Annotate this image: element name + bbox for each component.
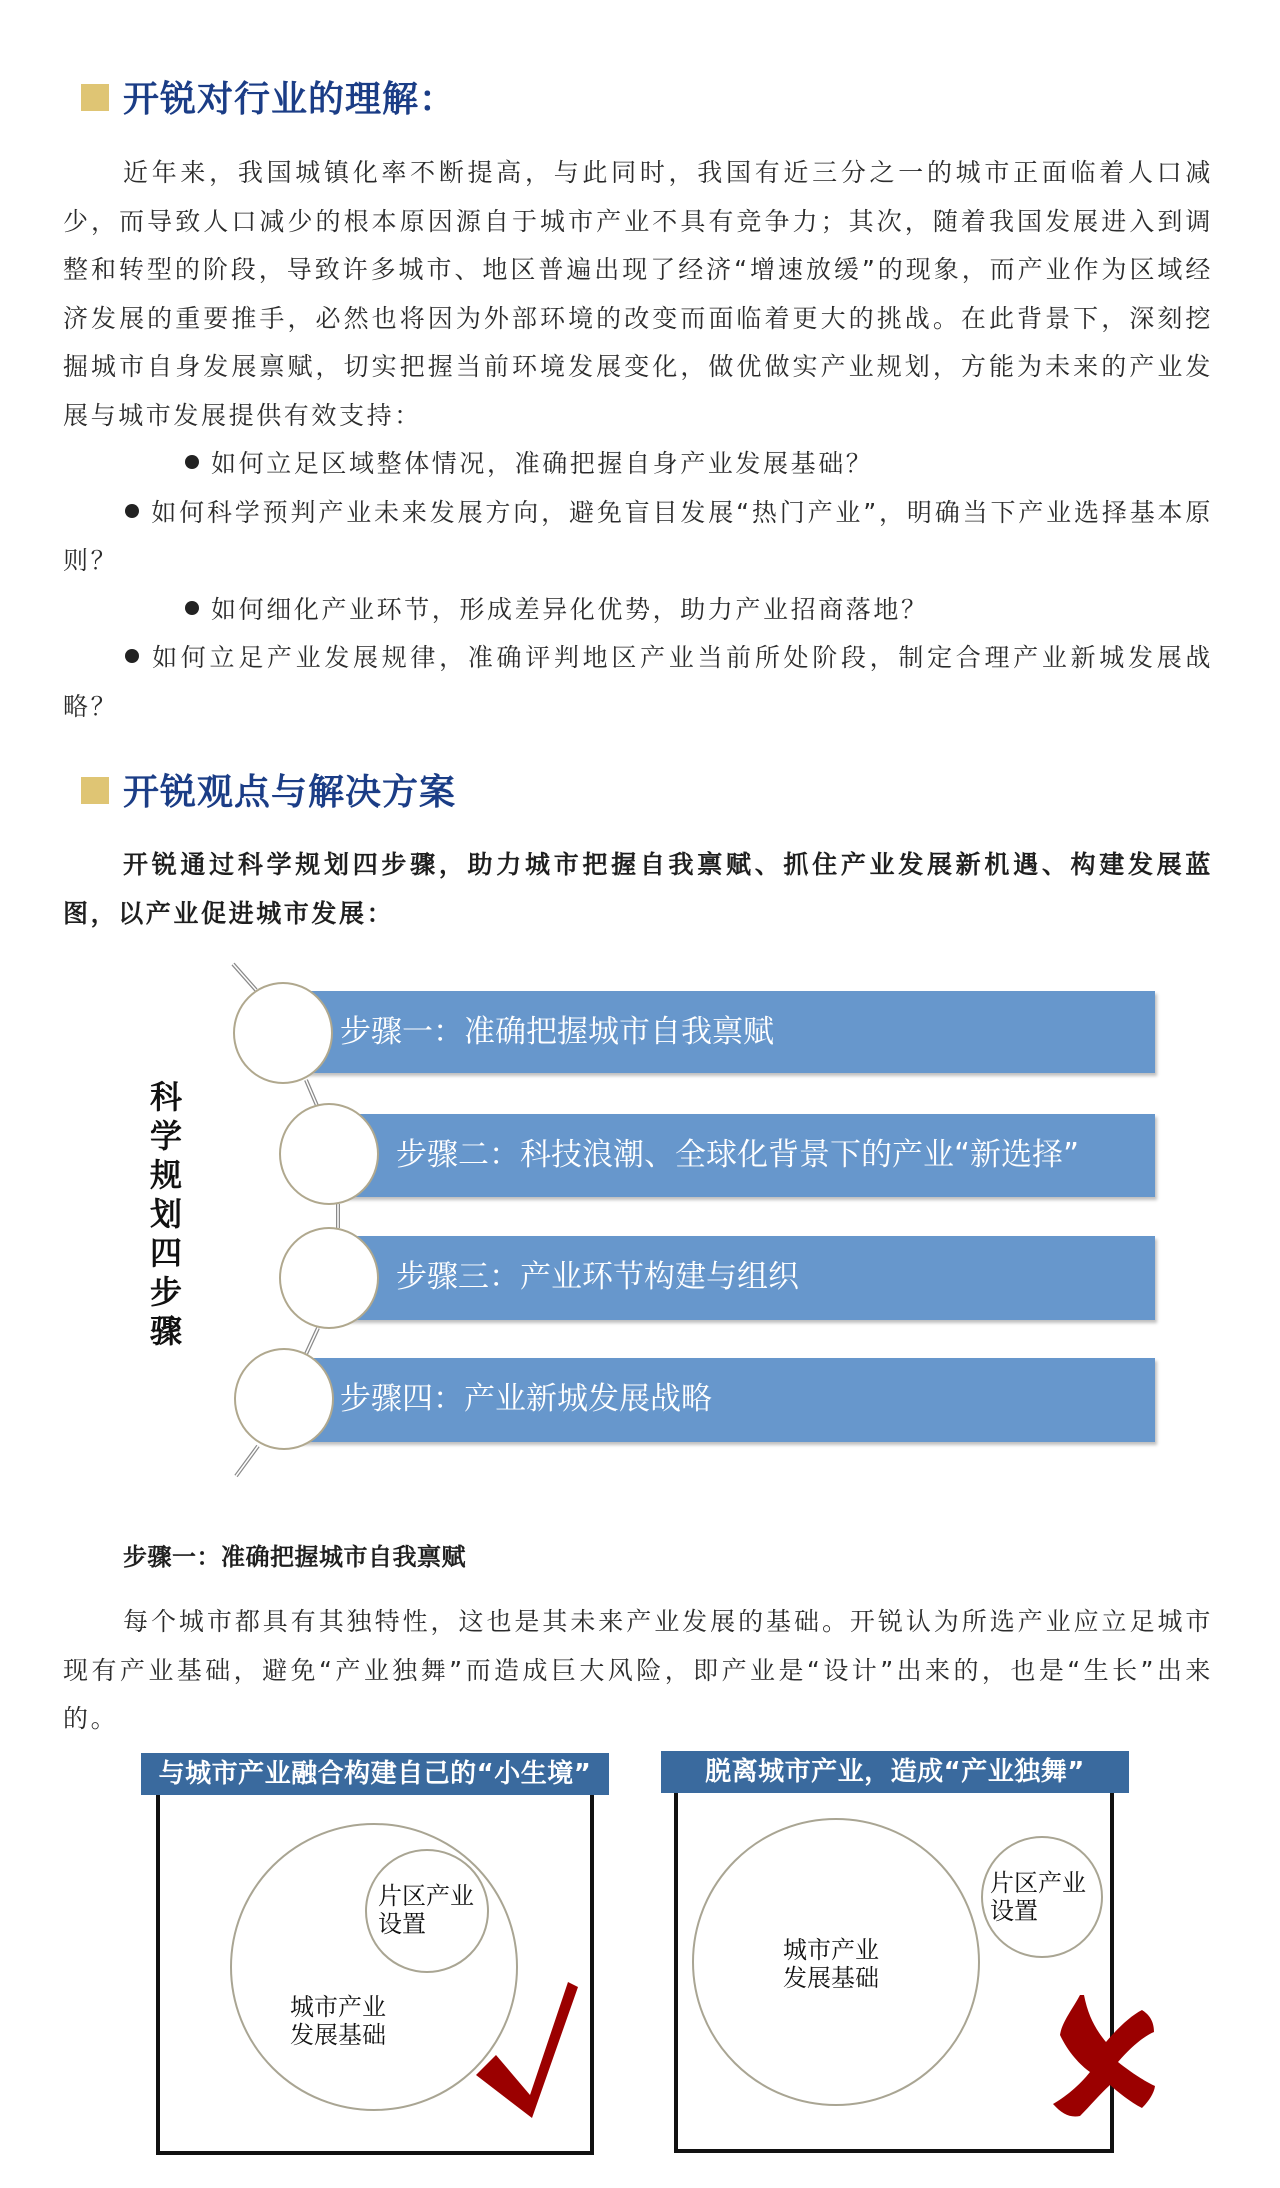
- step-circle-3: [279, 1227, 379, 1329]
- step-bar-3: 步骤三：产业环节构建与组织: [345, 1236, 1155, 1320]
- section-heading-industry-understanding: 开锐对行业的理解：: [123, 79, 457, 120]
- step1-paragraph: 每个城市都具有其独特性，这也是其未来产业发展的基础。开锐认为所选产业应立足城市现有产业基础，避免“产业独舞”而造成巨大风险，即产业是“设计”出来的，也是“生长”出来的。: [63, 1607, 1213, 1733]
- zone-industry-label: 片区产业 设置: [378, 1882, 474, 1938]
- step-circle-1: [233, 982, 333, 1084]
- bullet-item: 如何细化产业环节，形成差异化优势，助力产业招商落地？: [63, 586, 1213, 635]
- step1-title: 步骤一：准确把握城市自我禀赋: [123, 1543, 466, 1571]
- step-bar-1: 步骤一：准确把握城市自我禀赋: [300, 991, 1155, 1073]
- step-bar-4: 步骤四：产业新城发展战略: [300, 1358, 1155, 1442]
- check-mark-icon: [460, 1970, 590, 2130]
- intro-paragraph: 近年来，我国城镇化率不断提高，与此同时，我国有近三分之一的城市正面临着人口减少，而导致人口减少的根本原因源自于城市产业不具有竞争力；其次，随着我国发展进入到调整和转型的阶段，导致许多城市、地区普遍出现了经济“增速放缓”的现象，而产业作为区域经济发展的重要推手，必然也将因为外部环境的改变而面临着更大的挑战。在此背景下，深刻挖掘城市自身发展禀赋，切实把握当前环境发展变化，做优做实产业规划，方能为未来的产业发展与城市发展提供有效支持：: [63, 158, 1213, 430]
- solutions-intro: 开锐通过科学规划四步骤，助力城市把握自我禀赋、抓住产业发展新机遇、构建发展蓝图，以产业促进城市发展：: [63, 850, 1213, 928]
- step-circle-4: [234, 1348, 334, 1450]
- bullet-item: 如何立足产业发展规律，准确评判地区产业当前所处阶段，制定合理产业新城发展战略？: [63, 643, 1213, 721]
- panel-title: 与城市产业融合构建自己的“小生境”: [141, 1753, 609, 1795]
- city-base-label: 城市产业 发展基础: [290, 1993, 386, 2049]
- panel-title: 脱离城市产业，造成“产业独舞”: [661, 1751, 1129, 1793]
- step-circle-2: [279, 1103, 379, 1205]
- zone-industry-label: 片区产业 设置: [990, 1869, 1086, 1925]
- cross-mark-icon: [1050, 1990, 1160, 2120]
- bullet-item: 如何科学预判产业未来发展方向，避免盲目发展“热门产业”，明确当下产业选择基本原则？: [63, 497, 1213, 575]
- vertical-label: 科 学 规 划 四 步 骤: [149, 1078, 182, 1350]
- city-base-label: 城市产业 发展基础: [783, 1936, 879, 1992]
- step-bar-2: 步骤二：科技浪潮、全球化背景下的产业“新选择”: [345, 1114, 1155, 1197]
- bullet-item: 如何立足区域整体情况，准确把握自身产业发展基础？: [63, 440, 1213, 489]
- section-heading-solutions: 开锐观点与解决方案: [123, 772, 457, 813]
